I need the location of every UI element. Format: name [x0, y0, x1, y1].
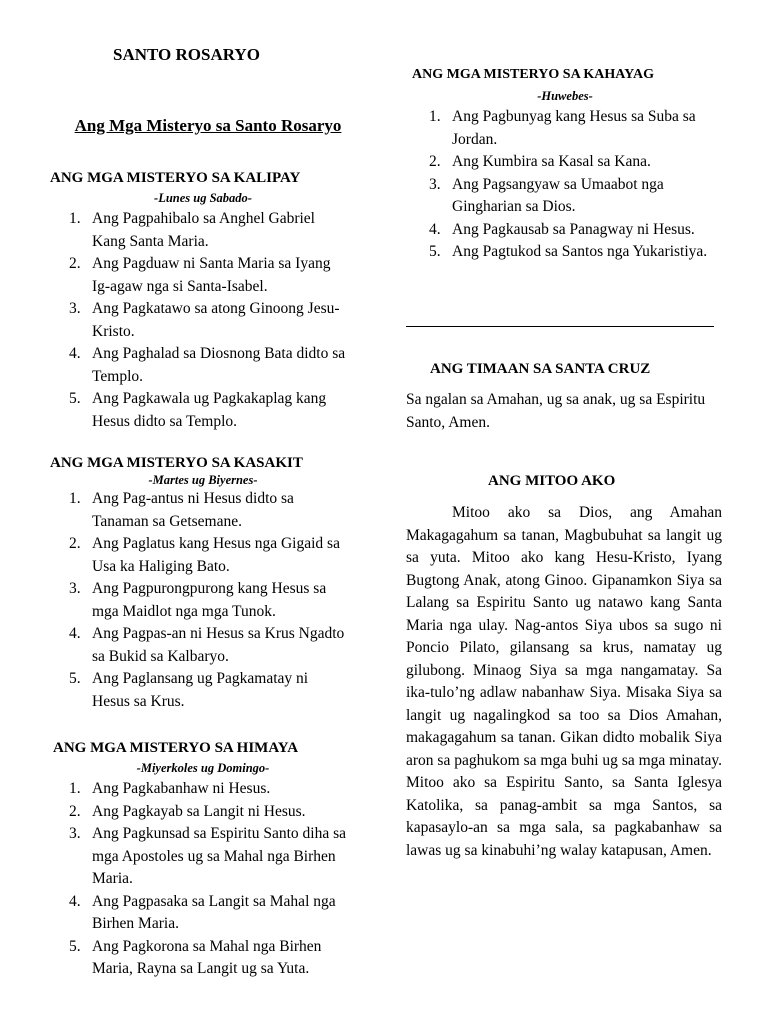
list-item: 5. Ang Paglansang ug Pagkamatay ni Hesus sa Krus. [69, 670, 309, 710]
section-heading-kasakit: ANG MGA MISTERYO SA KASAKIT [50, 455, 303, 471]
mystery-list-kasakit [48, 488, 348, 713]
list-item: 3. Ang Pagkunsad sa Espiritu Santo diha sa mga Apostoles ug sa Mahal nga Birhen Maria. [69, 825, 347, 887]
list-item: 5. Ang Pagtukod sa Santos nga Yukaristiya. [429, 243, 708, 260]
section-heading-creed: ANG MITOO AKO [488, 473, 616, 489]
list-item: 1. Ang Pagkabanhaw ni Hesus. [69, 780, 271, 797]
section-heading-kahayag: ANG MGA MISTERYO SA KAHAYAG [412, 67, 654, 82]
list-item: 4. Ang Pagkausab sa Panagway ni Hesus. [429, 220, 695, 238]
section-heading-himaya: ANG MGA MISTERYO SA HIMAYA [53, 740, 299, 756]
section-divider [406, 326, 714, 327]
list-item: 3. Ang Pagpurongpurong kang Hesus sa mga Maidlot nga mga Tunok. [69, 580, 327, 620]
list-item: 2. Ang Pagkayab sa Langit ni Hesus. [69, 802, 306, 820]
list-item: 1. Ang Pagpahibalo sa Anghel Gabriel Kang Santa Maria. [69, 210, 315, 250]
list-item: 3. Ang Pagkatawo sa atong Ginoong Jesu-Kristo. [69, 300, 340, 340]
mystery-list-kalipay [48, 208, 348, 433]
page-title: SANTO ROSARYO [113, 45, 260, 64]
mystery-list-kahayag [408, 106, 726, 264]
section-days-kasakit: -Martes ug Biyernes- [148, 473, 258, 487]
list-item: 5. Ang Pagkorona sa Mahal nga Birhen Maria, Rayna sa Langit ug sa Yuta. [69, 937, 322, 977]
list-item: 4. Ang Paghalad sa Diosnong Bata didto sa Templo. [69, 345, 346, 385]
list-item: 2. Ang Paglatus kang Hesus nga Gigaid sa Usa ka Haliging Bato. [69, 535, 340, 575]
page-subtitle: Ang Mga Misteryo sa Santo Rosaryo [74, 116, 342, 135]
list-item: 5. Ang Pagkawala ug Pagkakaplag kang Hesus didto sa Templo. [69, 390, 327, 430]
mystery-list-himaya [48, 778, 348, 981]
list-item: 2. Ang Kumbira sa Kasal sa Kana. [429, 153, 651, 170]
section-heading-cross: ANG TIMAAN SA SANTA CRUZ [430, 361, 651, 377]
list-item: 4. Ang Pagpas-an ni Hesus sa Krus Ngadto sa Bukid sa Kalbaryo. [69, 625, 345, 665]
section-days-himaya: -Miyerkoles ug Domingo- [136, 761, 270, 775]
list-item: 4. Ang Pagpasaka sa Langit sa Mahal nga Birhen Maria. [69, 892, 336, 932]
section-days-kalipay: -Lunes ug Sabado- [154, 191, 252, 205]
sign-of-cross-text: Sa ngalan sa Amahan, ug sa anak, ug sa Espiritu Santo, Amen. [406, 391, 706, 431]
list-item: 2. Ang Pagduaw ni Santa Maria sa Iyang Ig-agaw nga si Santa-Isabel. [69, 255, 331, 295]
list-item: 1. Ang Pagbunyag kang Hesus sa Suba sa Jordan. [429, 108, 696, 148]
creed-text: Mitoo ako sa Dios, ang Amahan Makagagahum sa tanan, Magbubuhat sa langit ug sa yuta. Mitoo ako kang Hesu-Kristo, Iyang Bugtong Anak, atong Ginoo. Gipanamkon Siya sa Lalang sa Espiritu Santo ug natawo kang Santa Maria nga ulay. Nag-antos Siya ubos sa sugo ni Poncio Pilato, gilansang sa krus, namatay ug gilubong. Minaog Siya sa mga nangamatay. Sa ika-tulo’ng adlaw nabanhaw Siya. Misaka Siya sa langit ug nagalingkod sa too sa Dios Amahan, makagagahum sa tanan. Gikan didto mobalik Siya aron sa paghukom sa mga buhi ug sa mga minatay. Mitoo ako sa Espiritu Santo, sa Santa Iglesya Katolika, sa panag-ambit sa mga Santos, sa kapasaylo-an sa mga sala, sa pagkabanhaw sa lawas ug sa kinabuhi’ng walay katapusan, Amen. [406, 504, 722, 859]
section-days-kahayag: -Huwebes- [537, 89, 593, 103]
list-item: 3. Ang Pagsangyaw sa Umaabot nga Gingharian sa Dios. [429, 175, 664, 215]
section-heading-kalipay: ANG MGA MISTERYO SA KALIPAY [50, 170, 301, 186]
list-item: 1. Ang Pag-antus ni Hesus didto sa Tanaman sa Getsemane. [69, 490, 294, 530]
